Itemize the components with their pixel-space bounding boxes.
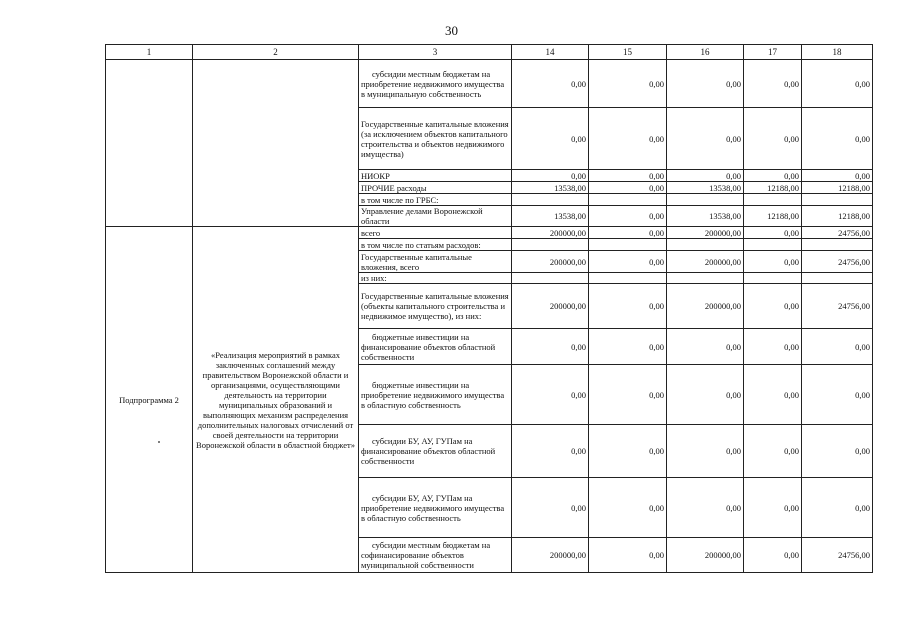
header-cell: 1 [106, 45, 193, 60]
value-cell: 0,00 [744, 478, 802, 538]
value-cell: 0,00 [589, 365, 667, 425]
value-cell: 0,00 [589, 251, 667, 273]
header-cell: 14 [512, 45, 589, 60]
value-cell: 0,00 [589, 108, 667, 170]
value-cell [589, 273, 667, 284]
value-cell: 0,00 [589, 425, 667, 478]
value-cell: 200000,00 [667, 284, 744, 329]
value-cell: 12188,00 [802, 206, 873, 227]
value-cell [802, 273, 873, 284]
value-cell: 0,00 [512, 478, 589, 538]
value-cell [802, 194, 873, 206]
value-cell: 13538,00 [512, 206, 589, 227]
expense-item-label: субсидии БУ, АУ, ГУПам на приобретение недвижимого имущества в областную собственность [359, 478, 512, 538]
expense-item-label: Управление делами Воронежской области [359, 206, 512, 227]
value-cell: 0,00 [802, 170, 873, 182]
value-cell [667, 273, 744, 284]
value-cell: 0,00 [744, 425, 802, 478]
header-cell: 16 [667, 45, 744, 60]
value-cell: 0,00 [802, 425, 873, 478]
header-cell: 15 [589, 45, 667, 60]
expense-item-label: Государственные капитальные вложения, всего [359, 251, 512, 273]
value-cell: 0,00 [744, 60, 802, 108]
value-cell: 24756,00 [802, 251, 873, 273]
expense-item-label: бюджетные инвестиции на финансирование объектов областной собственности [359, 329, 512, 365]
value-cell: 0,00 [512, 329, 589, 365]
value-cell: 0,00 [667, 478, 744, 538]
value-cell [802, 239, 873, 251]
value-cell: 0,00 [589, 538, 667, 573]
expense-item-label: из них: [359, 273, 512, 284]
value-cell: 200000,00 [512, 284, 589, 329]
header-cell: 3 [359, 45, 512, 60]
value-cell: 0,00 [744, 227, 802, 239]
expense-item-label: субсидии местным бюджетам на софинансирование объектов муниципальной собственности [359, 538, 512, 573]
value-cell [744, 273, 802, 284]
value-cell: 13538,00 [512, 182, 589, 194]
value-cell: 0,00 [512, 108, 589, 170]
value-cell: 200000,00 [512, 251, 589, 273]
expense-item-label: Государственные капитальные вложения (объекты капитального строительства и недвижимое имущество), из них: [359, 284, 512, 329]
value-cell: 13538,00 [667, 206, 744, 227]
value-cell: 24756,00 [802, 284, 873, 329]
page-number: 30 [445, 23, 458, 38]
value-cell: 0,00 [744, 538, 802, 573]
value-cell: 0,00 [589, 284, 667, 329]
expense-item-label: Государственные капитальные вложения (за исключением объектов капитального строительства и объектов недвижимого имущества) [359, 108, 512, 170]
value-cell [744, 239, 802, 251]
budget-table [105, 44, 873, 573]
value-cell: 0,00 [667, 108, 744, 170]
value-cell [512, 194, 589, 206]
value-cell: 12188,00 [744, 182, 802, 194]
value-cell [744, 194, 802, 206]
expense-item-label: всего [359, 227, 512, 239]
expense-item-label: субсидии местным бюджетам на приобретение недвижимого имущества в муниципальную собственность [359, 60, 512, 108]
scan-speck [158, 441, 160, 443]
value-cell: 0,00 [589, 478, 667, 538]
expense-item-label: бюджетные инвестиции на приобретение недвижимого имущества в областную собственность [359, 365, 512, 425]
header-cell: 18 [802, 45, 873, 60]
value-cell: 0,00 [589, 182, 667, 194]
expense-item-label: в том числе по статьям расходов: [359, 239, 512, 251]
expense-item-label: НИОКР [359, 170, 512, 182]
value-cell: 0,00 [667, 170, 744, 182]
value-cell: 200000,00 [667, 227, 744, 239]
value-cell: 0,00 [744, 251, 802, 273]
value-cell: 0,00 [802, 329, 873, 365]
table-header-row [106, 45, 873, 60]
value-cell: 0,00 [667, 425, 744, 478]
value-cell: 12188,00 [802, 182, 873, 194]
value-cell [512, 239, 589, 251]
value-cell: 0,00 [589, 227, 667, 239]
value-cell: 0,00 [512, 365, 589, 425]
value-cell: 200000,00 [667, 538, 744, 573]
value-cell: 200000,00 [512, 227, 589, 239]
value-cell: 0,00 [744, 170, 802, 182]
expense-item-label: субсидии БУ, АУ, ГУПам на финансирование объектов областной собственности [359, 425, 512, 478]
value-cell [667, 194, 744, 206]
code-cell [106, 60, 193, 227]
value-cell: 0,00 [589, 329, 667, 365]
value-cell: 0,00 [802, 60, 873, 108]
value-cell: 0,00 [667, 60, 744, 108]
expense-item-label: в том числе по ГРБС: [359, 194, 512, 206]
value-cell: 13538,00 [667, 182, 744, 194]
value-cell: 0,00 [744, 108, 802, 170]
value-cell: 0,00 [802, 365, 873, 425]
value-cell [589, 194, 667, 206]
value-cell: 0,00 [744, 329, 802, 365]
value-cell: 24756,00 [802, 538, 873, 573]
value-cell: 0,00 [802, 478, 873, 538]
value-cell: 0,00 [744, 284, 802, 329]
table-row [106, 227, 873, 239]
value-cell: 0,00 [589, 60, 667, 108]
subprogram-title: «Реализация мероприятий в рамках заключенных соглашений между правительством Воронежской области и организациями, осуществляющими деятельность на территории муниципальных образований и выполняющих механизм распределения дополнительных налоговых отчислений от своей деятельности на территории Воронежской области в областной бюджет» [193, 227, 359, 573]
header-cell: 2 [193, 45, 359, 60]
value-cell: 0,00 [512, 170, 589, 182]
value-cell: 0,00 [667, 329, 744, 365]
value-cell: 0,00 [512, 425, 589, 478]
header-cell: 17 [744, 45, 802, 60]
value-cell: 200000,00 [667, 251, 744, 273]
subprogram-code: Подпрограмма 2 [106, 227, 193, 573]
value-cell: 0,00 [589, 206, 667, 227]
expense-item-label: ПРОЧИЕ расходы [359, 182, 512, 194]
value-cell: 0,00 [512, 60, 589, 108]
value-cell: 0,00 [744, 365, 802, 425]
value-cell [589, 239, 667, 251]
value-cell: 0,00 [802, 108, 873, 170]
value-cell: 12188,00 [744, 206, 802, 227]
value-cell [512, 273, 589, 284]
value-cell: 0,00 [667, 365, 744, 425]
value-cell: 24756,00 [802, 227, 873, 239]
name-cell [193, 60, 359, 227]
value-cell [667, 239, 744, 251]
value-cell: 200000,00 [512, 538, 589, 573]
table-row [106, 60, 873, 108]
value-cell: 0,00 [589, 170, 667, 182]
